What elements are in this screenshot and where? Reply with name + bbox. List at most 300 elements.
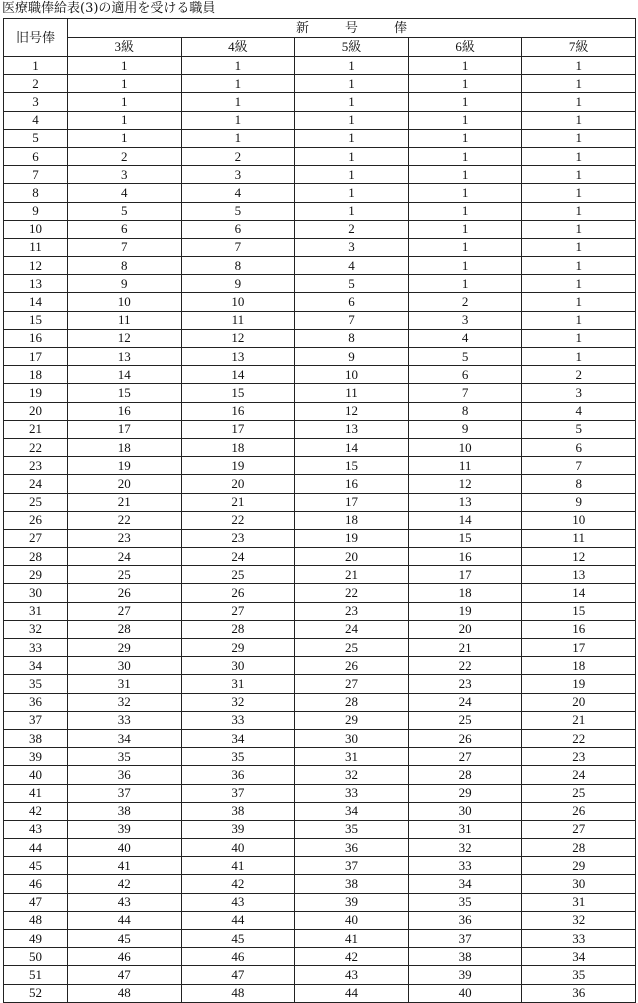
grade-6-cell: 22: [408, 657, 522, 675]
table-row: [4, 384, 636, 402]
grade-6-cell: 14: [408, 511, 522, 529]
grade-3-cell: 16: [68, 402, 182, 420]
old-step-cell: 41: [4, 784, 68, 802]
grade-7-cell: 1: [522, 75, 636, 93]
grade-6-cell: 32: [408, 839, 522, 857]
grade-3-cell: 9: [68, 275, 182, 293]
grade-7-cell: 22: [522, 729, 636, 747]
old-step-cell: 6: [4, 147, 68, 165]
grade-4-cell: 23: [181, 529, 295, 547]
grade-4-cell: 12: [181, 329, 295, 347]
old-step-cell: 48: [4, 911, 68, 929]
table-row: [4, 839, 636, 857]
grade-4-cell: 47: [181, 966, 295, 984]
grade-3-cell: 8: [68, 257, 182, 275]
grade-3-cell: 13: [68, 348, 182, 366]
grade-6-cell: 38: [408, 948, 522, 966]
grade-3-cell: 34: [68, 729, 182, 747]
grade-7-cell: 35: [522, 966, 636, 984]
grade-6-cell: 19: [408, 602, 522, 620]
grade-6-cell: 30: [408, 802, 522, 820]
grade-7-cell: 32: [522, 911, 636, 929]
grade-6-cell: 1: [408, 184, 522, 202]
grade-5-cell: 24: [295, 620, 409, 638]
grade-5-cell: 5: [295, 275, 409, 293]
grade-4-cell: 34: [181, 729, 295, 747]
grade-6-cell: 40: [408, 984, 522, 1002]
grade-4-cell: 22: [181, 511, 295, 529]
grade-4-cell: 7: [181, 238, 295, 256]
grade-4-cell: 26: [181, 584, 295, 602]
new-step-header: [68, 19, 636, 38]
table-row: [4, 366, 636, 384]
grade-3-cell: 40: [68, 839, 182, 857]
table-row: [4, 438, 636, 456]
grade-4-cell: 19: [181, 457, 295, 475]
grade-header-3: 3級: [68, 38, 182, 57]
grade-4-cell: 45: [181, 930, 295, 948]
grade-7-cell: 20: [522, 693, 636, 711]
table-row: [4, 620, 636, 638]
old-step-cell: 47: [4, 893, 68, 911]
salary-conversion-table: [3, 18, 636, 1003]
grade-header-6: 6級: [408, 38, 522, 57]
grade-4-cell: 42: [181, 875, 295, 893]
old-step-cell: 1: [4, 57, 68, 75]
table-row: [4, 639, 636, 657]
grade-4-cell: 13: [181, 348, 295, 366]
grade-6-cell: 1: [408, 111, 522, 129]
grade-4-cell: 29: [181, 639, 295, 657]
old-step-cell: 28: [4, 548, 68, 566]
grade-3-cell: 38: [68, 802, 182, 820]
grade-5-cell: 1: [295, 93, 409, 111]
table-row: [4, 457, 636, 475]
old-step-cell: 20: [4, 402, 68, 420]
grade-5-cell: 19: [295, 529, 409, 547]
grade-6-cell: 29: [408, 784, 522, 802]
grade-3-cell: 4: [68, 184, 182, 202]
grade-5-cell: 38: [295, 875, 409, 893]
grade-6-cell: 10: [408, 438, 522, 456]
grade-7-cell: 9: [522, 493, 636, 511]
grade-3-cell: 1: [68, 129, 182, 147]
old-step-cell: 11: [4, 238, 68, 256]
table-row: [4, 475, 636, 493]
table-row: [4, 420, 636, 438]
grade-5-cell: 29: [295, 711, 409, 729]
grade-3-cell: 3: [68, 166, 182, 184]
grade-4-cell: 1: [181, 129, 295, 147]
grade-header-5: 5級: [295, 38, 409, 57]
grade-3-cell: 26: [68, 584, 182, 602]
grade-3-cell: 44: [68, 911, 182, 929]
grade-6-cell: 12: [408, 475, 522, 493]
old-step-cell: 34: [4, 657, 68, 675]
grade-5-cell: 37: [295, 857, 409, 875]
grade-7-cell: 5: [522, 420, 636, 438]
grade-5-cell: 1: [295, 147, 409, 165]
table-row: [4, 220, 636, 238]
grade-6-cell: 4: [408, 329, 522, 347]
grade-6-cell: 25: [408, 711, 522, 729]
grade-5-cell: 16: [295, 475, 409, 493]
grade-7-cell: 7: [522, 457, 636, 475]
old-step-cell: 33: [4, 639, 68, 657]
grade-5-cell: 21: [295, 566, 409, 584]
table-row: [4, 893, 636, 911]
table-row: [4, 711, 636, 729]
grade-5-cell: 43: [295, 966, 409, 984]
table-header-row-1: [4, 19, 636, 38]
old-step-cell: 8: [4, 184, 68, 202]
grade-6-cell: 27: [408, 748, 522, 766]
grade-4-cell: 14: [181, 366, 295, 384]
grade-7-cell: 14: [522, 584, 636, 602]
table-row: [4, 966, 636, 984]
grade-3-cell: 39: [68, 820, 182, 838]
grade-3-cell: 42: [68, 875, 182, 893]
grade-5-cell: 22: [295, 584, 409, 602]
grade-3-cell: 37: [68, 784, 182, 802]
grade-5-cell: 7: [295, 311, 409, 329]
table-row: [4, 348, 636, 366]
table-row: [4, 293, 636, 311]
grade-7-cell: 8: [522, 475, 636, 493]
document-title: 医療職俸給表(3)の適用を受ける職員: [2, 1, 216, 16]
grade-3-cell: 23: [68, 529, 182, 547]
table-row: [4, 238, 636, 256]
grade-4-cell: 2: [181, 147, 295, 165]
old-step-cell: 30: [4, 584, 68, 602]
grade-4-cell: 25: [181, 566, 295, 584]
grade-5-cell: 11: [295, 384, 409, 402]
grade-4-cell: 4: [181, 184, 295, 202]
grade-6-cell: 16: [408, 548, 522, 566]
table-row: [4, 129, 636, 147]
old-step-cell: 3: [4, 93, 68, 111]
grade-7-cell: 1: [522, 348, 636, 366]
grade-3-cell: 27: [68, 602, 182, 620]
grade-4-cell: 31: [181, 675, 295, 693]
grade-3-cell: 20: [68, 475, 182, 493]
old-step-cell: 51: [4, 966, 68, 984]
grade-3-cell: 1: [68, 75, 182, 93]
grade-3-cell: 48: [68, 984, 182, 1002]
old-step-cell: 16: [4, 329, 68, 347]
grade-7-cell: 1: [522, 220, 636, 238]
grade-4-cell: 3: [181, 166, 295, 184]
grade-3-cell: 32: [68, 693, 182, 711]
grade-5-cell: 1: [295, 184, 409, 202]
grade-3-cell: 21: [68, 493, 182, 511]
table-row: [4, 329, 636, 347]
grade-5-cell: 31: [295, 748, 409, 766]
grade-5-cell: 41: [295, 930, 409, 948]
grade-6-cell: 28: [408, 766, 522, 784]
grade-4-cell: 27: [181, 602, 295, 620]
grade-4-cell: 1: [181, 93, 295, 111]
old-step-cell: 9: [4, 202, 68, 220]
grade-3-cell: 33: [68, 711, 182, 729]
grade-6-cell: 1: [408, 220, 522, 238]
grade-5-cell: 40: [295, 911, 409, 929]
grade-4-cell: 9: [181, 275, 295, 293]
old-step-cell: 50: [4, 948, 68, 966]
grade-5-cell: 10: [295, 366, 409, 384]
table-row: [4, 930, 636, 948]
grade-3-cell: 10: [68, 293, 182, 311]
table-row: [4, 857, 636, 875]
old-step-cell: 25: [4, 493, 68, 511]
old-step-cell: 44: [4, 839, 68, 857]
grade-7-cell: 1: [522, 57, 636, 75]
table-row: [4, 166, 636, 184]
grade-7-cell: 1: [522, 166, 636, 184]
grade-7-cell: 1: [522, 184, 636, 202]
grade-6-cell: 1: [408, 75, 522, 93]
old-step-cell: 17: [4, 348, 68, 366]
grade-4-cell: 6: [181, 220, 295, 238]
old-step-cell: 37: [4, 711, 68, 729]
grade-4-cell: 30: [181, 657, 295, 675]
grade-7-cell: 11: [522, 529, 636, 547]
table-row: [4, 766, 636, 784]
grade-4-cell: 17: [181, 420, 295, 438]
grade-6-cell: 37: [408, 930, 522, 948]
table-header-row-2: [4, 38, 636, 57]
table-row: [4, 202, 636, 220]
table-body: [4, 57, 636, 1003]
old-step-cell: 2: [4, 75, 68, 93]
grade-5-cell: 4: [295, 257, 409, 275]
grade-3-cell: 35: [68, 748, 182, 766]
grade-5-cell: 14: [295, 438, 409, 456]
grade-6-cell: 21: [408, 639, 522, 657]
old-step-cell: 52: [4, 984, 68, 1002]
grade-5-cell: 39: [295, 893, 409, 911]
grade-3-cell: 7: [68, 238, 182, 256]
grade-5-cell: 42: [295, 948, 409, 966]
table-row: [4, 802, 636, 820]
grade-7-cell: 16: [522, 620, 636, 638]
grade-7-cell: 1: [522, 257, 636, 275]
grade-5-cell: 44: [295, 984, 409, 1002]
grade-7-cell: 1: [522, 311, 636, 329]
old-step-cell: 42: [4, 802, 68, 820]
table-row: [4, 748, 636, 766]
grade-4-cell: 11: [181, 311, 295, 329]
table-row: [4, 57, 636, 75]
grade-6-cell: 7: [408, 384, 522, 402]
old-step-cell: 22: [4, 438, 68, 456]
grade-6-cell: 1: [408, 166, 522, 184]
table-row: [4, 184, 636, 202]
table-row: [4, 257, 636, 275]
grade-7-cell: 4: [522, 402, 636, 420]
grade-3-cell: 5: [68, 202, 182, 220]
grade-4-cell: 18: [181, 438, 295, 456]
grade-5-cell: 17: [295, 493, 409, 511]
grade-6-cell: 18: [408, 584, 522, 602]
grade-4-cell: 1: [181, 111, 295, 129]
grade-6-cell: 20: [408, 620, 522, 638]
table-row: [4, 657, 636, 675]
old-step-cell: 45: [4, 857, 68, 875]
grade-7-cell: 18: [522, 657, 636, 675]
grade-7-cell: 29: [522, 857, 636, 875]
table-row: [4, 602, 636, 620]
grade-7-cell: 25: [522, 784, 636, 802]
grade-6-cell: 3: [408, 311, 522, 329]
grade-3-cell: 2: [68, 147, 182, 165]
grade-3-cell: 30: [68, 657, 182, 675]
grade-6-cell: 6: [408, 366, 522, 384]
grade-7-cell: 3: [522, 384, 636, 402]
grade-4-cell: 5: [181, 202, 295, 220]
old-step-cell: 32: [4, 620, 68, 638]
grade-3-cell: 1: [68, 57, 182, 75]
grade-3-cell: 29: [68, 639, 182, 657]
table-row: [4, 111, 636, 129]
table-row: [4, 729, 636, 747]
old-step-cell: 43: [4, 820, 68, 838]
table-row: [4, 693, 636, 711]
grade-7-cell: 28: [522, 839, 636, 857]
old-step-cell: 4: [4, 111, 68, 129]
old-step-cell: 29: [4, 566, 68, 584]
grade-6-cell: 39: [408, 966, 522, 984]
grade-7-cell: 23: [522, 748, 636, 766]
old-step-cell: 39: [4, 748, 68, 766]
table-row: [4, 911, 636, 929]
grade-4-cell: 48: [181, 984, 295, 1002]
grade-4-cell: 1: [181, 57, 295, 75]
grade-6-cell: 36: [408, 911, 522, 929]
table-row: [4, 93, 636, 111]
grade-4-cell: 10: [181, 293, 295, 311]
table-row: [4, 820, 636, 838]
table-row: [4, 948, 636, 966]
grade-6-cell: 34: [408, 875, 522, 893]
grade-5-cell: 30: [295, 729, 409, 747]
grade-5-cell: 13: [295, 420, 409, 438]
grade-6-cell: 1: [408, 238, 522, 256]
grade-4-cell: 16: [181, 402, 295, 420]
grade-7-cell: 1: [522, 329, 636, 347]
grade-5-cell: 9: [295, 348, 409, 366]
grade-6-cell: 5: [408, 348, 522, 366]
grade-7-cell: 19: [522, 675, 636, 693]
grade-5-cell: 1: [295, 57, 409, 75]
grade-7-cell: 1: [522, 111, 636, 129]
old-step-cell: 13: [4, 275, 68, 293]
old-step-cell: 19: [4, 384, 68, 402]
grade-4-cell: 36: [181, 766, 295, 784]
grade-4-cell: 37: [181, 784, 295, 802]
table-row: [4, 147, 636, 165]
grade-7-cell: 1: [522, 129, 636, 147]
grade-5-cell: 36: [295, 839, 409, 857]
grade-5-cell: 35: [295, 820, 409, 838]
grade-7-cell: 15: [522, 602, 636, 620]
grade-3-cell: 46: [68, 948, 182, 966]
old-step-cell: 23: [4, 457, 68, 475]
table-row: [4, 493, 636, 511]
grade-7-cell: 1: [522, 202, 636, 220]
old-step-cell: 40: [4, 766, 68, 784]
grade-7-cell: 1: [522, 93, 636, 111]
table-row: [4, 402, 636, 420]
grade-5-cell: 1: [295, 166, 409, 184]
grade-7-cell: 13: [522, 566, 636, 584]
grade-5-cell: 20: [295, 548, 409, 566]
grade-3-cell: 22: [68, 511, 182, 529]
old-step-cell: 10: [4, 220, 68, 238]
grade-6-cell: 17: [408, 566, 522, 584]
grade-6-cell: 24: [408, 693, 522, 711]
grade-7-cell: 21: [522, 711, 636, 729]
grade-5-cell: 23: [295, 602, 409, 620]
new-step-header-char: 号: [344, 20, 358, 35]
grade-5-cell: 1: [295, 75, 409, 93]
grade-6-cell: 26: [408, 729, 522, 747]
grade-7-cell: 1: [522, 275, 636, 293]
grade-5-cell: 1: [295, 202, 409, 220]
grade-4-cell: 46: [181, 948, 295, 966]
old-step-cell: 27: [4, 529, 68, 547]
grade-3-cell: 31: [68, 675, 182, 693]
grade-3-cell: 1: [68, 111, 182, 129]
grade-6-cell: 1: [408, 275, 522, 293]
old-step-cell: 24: [4, 475, 68, 493]
old-step-cell: 49: [4, 930, 68, 948]
grade-4-cell: 43: [181, 893, 295, 911]
grade-5-cell: 2: [295, 220, 409, 238]
table-row: [4, 311, 636, 329]
grade-3-cell: 41: [68, 857, 182, 875]
grade-5-cell: 8: [295, 329, 409, 347]
grade-3-cell: 45: [68, 930, 182, 948]
grade-7-cell: 6: [522, 438, 636, 456]
grade-3-cell: 19: [68, 457, 182, 475]
table-row: [4, 984, 636, 1002]
grade-3-cell: 47: [68, 966, 182, 984]
grade-5-cell: 27: [295, 675, 409, 693]
grade-5-cell: 18: [295, 511, 409, 529]
grade-4-cell: 33: [181, 711, 295, 729]
grade-7-cell: 31: [522, 893, 636, 911]
grade-7-cell: 10: [522, 511, 636, 529]
grade-3-cell: 6: [68, 220, 182, 238]
grade-3-cell: 25: [68, 566, 182, 584]
grade-3-cell: 15: [68, 384, 182, 402]
old-step-cell: 15: [4, 311, 68, 329]
old-step-cell: 12: [4, 257, 68, 275]
grade-7-cell: 36: [522, 984, 636, 1002]
grade-4-cell: 28: [181, 620, 295, 638]
grade-5-cell: 3: [295, 238, 409, 256]
table-row: [4, 511, 636, 529]
grade-3-cell: 28: [68, 620, 182, 638]
grade-4-cell: 35: [181, 748, 295, 766]
grade-4-cell: 20: [181, 475, 295, 493]
grade-6-cell: 33: [408, 857, 522, 875]
grade-4-cell: 40: [181, 839, 295, 857]
grade-7-cell: 1: [522, 293, 636, 311]
grade-5-cell: 32: [295, 766, 409, 784]
grade-6-cell: 1: [408, 93, 522, 111]
